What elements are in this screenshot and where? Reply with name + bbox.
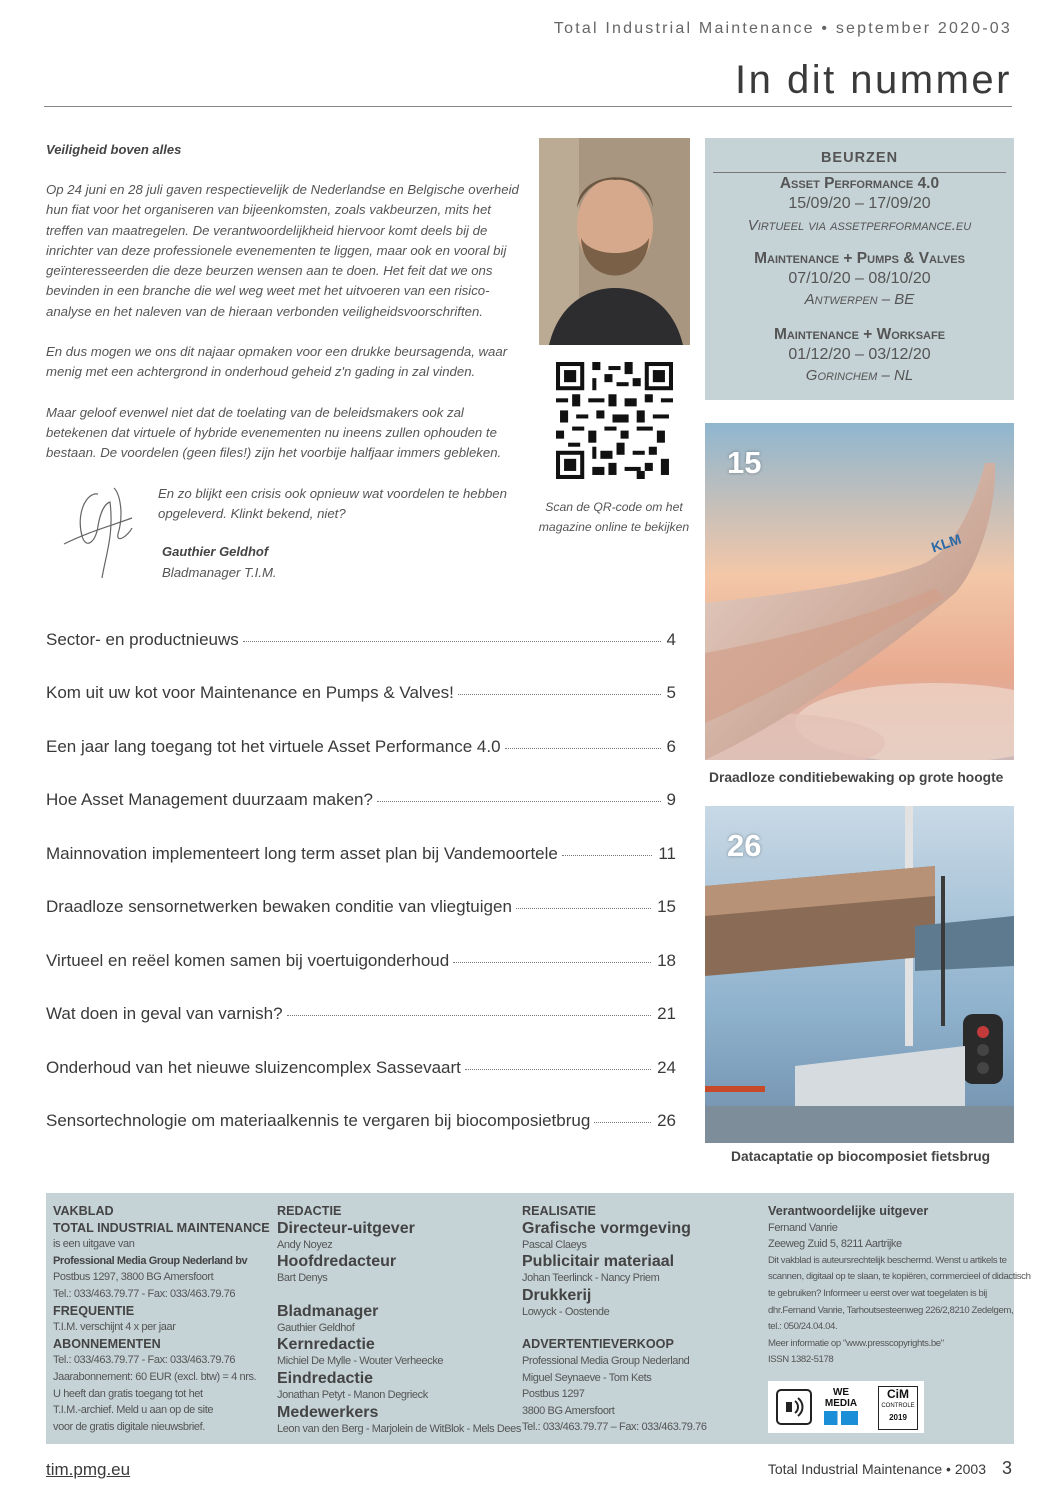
colophon-text: Postbus 1297 (522, 1388, 585, 1401)
toc-item[interactable] (46, 737, 676, 757)
colophon-column-publication (53, 1203, 270, 1435)
colophon-text: T.I.M.-archief. Meld u aan op de site (53, 1404, 214, 1417)
qr-caption: Scan de QR-code om het magazine online te bekijken (538, 500, 690, 534)
toc-page: 9 (666, 790, 676, 809)
colophon-text: Professional Media Group Nederland (522, 1354, 690, 1367)
toc-page: 6 (666, 737, 676, 756)
wemedia-logo-mark (824, 1411, 858, 1425)
toc-title: Mainnovation implementeert long term asset plan bij Vandemoortele (46, 844, 558, 863)
toc-page: 15 (657, 897, 676, 916)
signature-image (58, 474, 140, 582)
klm-logo: KLM (929, 530, 964, 556)
toc-page: 11 (658, 844, 676, 863)
editorial-heading: Veiligheid boven alles (46, 142, 182, 157)
feature-caption: Draadloze conditiebewaking op grote hoogte (709, 770, 1004, 785)
feature-caption: Datacaptatie op biocomposiet fietsbrug (731, 1149, 991, 1164)
beurzen-title: BEURZEN (820, 150, 899, 166)
header-issue-line: Total Industrial Maintenance • september 2020-03 (553, 20, 1012, 37)
colophon-heading: ADVERTENTIEVERKOOP (522, 1337, 674, 1352)
toc-leader (594, 1121, 651, 1123)
editorial-body (46, 180, 528, 484)
colophon-text: scannen, digitaal op te slaan, te kopiëren, commercieel of didactisch (768, 1271, 1031, 1283)
event-location: Antwerpen – BE (804, 291, 915, 308)
website-link[interactable]: tim.pmg.eu (46, 1460, 131, 1479)
toc-item[interactable] (46, 1111, 676, 1131)
toc-leader (458, 693, 661, 695)
colophon-spacer (522, 1320, 707, 1336)
colophon-text: Jonathan Petyt - Manon Degrieck (277, 1388, 428, 1401)
colophon-text: T.I.M. verschijnt 4 x per jaar (53, 1321, 176, 1334)
colophon-column-publisher (768, 1203, 1031, 1369)
toc-page: 26 (657, 1111, 676, 1130)
colophon-text: dhr.Fernand Vanrie, Tarhoutsesteenweg 226/2,8210 Zedelgem, (768, 1304, 1014, 1316)
colophon-role: Hoofdredacteur (277, 1253, 397, 1271)
event-name: Maintenance + Pumps & Valves (754, 250, 965, 267)
event-name: Maintenance + Worksafe (773, 326, 946, 343)
toc-leader (505, 747, 661, 749)
toc-leader (243, 640, 661, 642)
colophon-text: Meer informatie op "www.presscopyrights.be" (768, 1337, 944, 1349)
colophon-text: U heeft dan gratis toegang tot het (53, 1387, 203, 1400)
toc-page: 18 (657, 951, 676, 970)
editorial-paragraph: Maar geloof evenwel niet dat de toelating van de beleidsmakers ook zal betekenen dat virtuele of hybride evenementen nu ineens zullen ophouden te bestaan. De voordelen (geen files!) zijn het voorbije halfjaar immers gebleken. (46, 404, 502, 461)
editorial-paragraph: Op 24 juni en 28 juli gaven respectievelijk de Nederlandse en Belgische overheid hun fiat voor het organiseren van bijeenkomsten, zoals vakbeurzen, mits het treffen van maatregelen. De verantwoordelijkheid hiervoor komt deels bij de inrichter van deze professionele evenementen te liggen, maar ook en vooral bij geïnteresseerden die deze beurzen wensen aan te doen. Het feit dat we ons bevinden in een branche die wel weg weet met het uitvoeren van een risico-analyse en het naleven van de hieraan verbonden veiligheidsvoorschriften. (46, 182, 519, 319)
event-location: Virtueel via assetperformance.eu (747, 217, 972, 234)
author-photo (539, 138, 690, 345)
feature-image-aircraft-wing[interactable] (705, 423, 1014, 760)
beurzen-divider (713, 172, 1006, 173)
colophon-role: Drukkerij (522, 1286, 592, 1304)
colophon-text: Tel.: 033/463.79.77 - Fax: 033/463.79.76 (53, 1354, 236, 1367)
header-divider (44, 106, 1012, 107)
colophon-text: voor de gratis digitale nieuwsbrief. (53, 1420, 205, 1433)
toc-title: Kom uit uw kot voor Maintenance en Pumps & Valves! (46, 683, 454, 702)
wemedia-logo-line: WE (832, 1387, 850, 1398)
toc-leader (516, 907, 651, 909)
colophon-heading: REALISATIE (522, 1204, 596, 1218)
colophon-role: Eindredactie (277, 1369, 374, 1387)
colophon-text: Johan Teerlinck - Nancy Priem (522, 1272, 660, 1285)
toc-item[interactable] (46, 951, 676, 971)
colophon-text: Gauthier Geldhof (277, 1321, 355, 1334)
editorial-paragraph: En dus mogen we ons dit najaar opmaken voor een drukke beursagenda, waar menig met een achtergrond in onderhoud geheid z'n gading in zal vinden. (46, 344, 508, 380)
colophon-heading: FREQUENTIE (53, 1303, 135, 1318)
toc-page: 5 (666, 683, 676, 702)
colophon-heading: ABONNEMENTEN (53, 1336, 161, 1351)
colophon-text: Miguel Seynaeve - Tom Kets (522, 1371, 652, 1384)
feature-page-number: 26 (727, 828, 762, 863)
toc-title: Virtueel en reëel komen samen bij voertuigonderhoud (46, 951, 450, 970)
colophon-text: is een uitgave van (53, 1238, 135, 1251)
colophon-text: Dit vakblad is auteursrechtelijk beschermd. Wenst u artikels te (768, 1254, 1007, 1266)
colophon-text: Fernand Vanrie (768, 1221, 838, 1234)
colophon-text: Michiel De Mylle - Wouter Verheecke (277, 1355, 444, 1368)
toc-page: 24 (657, 1058, 676, 1077)
cim-logo-text: CiM (887, 1387, 909, 1401)
colophon-text: Zeeweg Zuid 5, 8211 Aartrijke (768, 1238, 902, 1251)
colophon-text: te gebruiken? Informeer u eerst over wat toegelaten is bij (768, 1287, 987, 1299)
toc-item[interactable] (46, 897, 676, 917)
toc-title: Hoe Asset Management duurzaam maken? (46, 790, 373, 809)
colophon-role: Grafische vormgeving (522, 1219, 691, 1237)
colophon-text: Andy Noyez (277, 1238, 333, 1251)
toc-title: Sensortechnologie om materiaalkennis te vergaren bij biocomposietbrug (46, 1111, 591, 1130)
toc-item[interactable] (46, 790, 676, 810)
author-name: Gauthier Geldhof (162, 544, 269, 559)
toc-item[interactable] (46, 844, 676, 864)
toc-leader (377, 800, 661, 802)
author-role: Bladmanager T.I.M. (162, 565, 277, 580)
colophon-heading: REDACTIE (277, 1204, 342, 1218)
event-location: Gorinchem – NL (805, 367, 914, 384)
toc-page: 4 (666, 630, 676, 649)
colophon-text: Tel.: 033/463.79.77 - Fax: 033/463.79.76 (53, 1287, 236, 1300)
colophon-text: Professional Media Group Nederland bv (53, 1254, 248, 1267)
colophon-role: Bladmanager (277, 1302, 379, 1320)
colophon-text: Lowyck - Oostende (522, 1305, 610, 1318)
toc-title: Een jaar lang toegang tot het virtuele Asset Performance 4.0 (46, 737, 501, 756)
toc-title: Draadloze sensornetwerken bewaken conditie van vliegtuigen (46, 897, 512, 916)
toc-title: Sector- en productnieuws (46, 630, 239, 649)
event-dates: 01/12/20 – 03/12/20 (788, 346, 931, 363)
toc-leader (453, 961, 651, 963)
colophon-text: Jaarabonnement: 60 EUR (excl. btw) = 4 nrs. (53, 1370, 257, 1383)
feature-image-bridge[interactable] (705, 806, 1014, 1143)
wemedia-logo-line: MEDIA (824, 1398, 858, 1409)
toc-leader (465, 1068, 651, 1070)
event-dates: 07/10/20 – 08/10/20 (788, 270, 931, 287)
toc-title: Wat doen in geval van varnish? (46, 1004, 283, 1023)
colophon-text: Leon van den Berg - Marjolein de WitBlok - Mels Dees (277, 1422, 521, 1435)
colophon-role: Publicitair materiaal (522, 1253, 675, 1271)
wemedia-logo (824, 1387, 858, 1425)
colophon-text: 3800 BG Amersfoort (522, 1404, 615, 1417)
colophon-column-redactie (277, 1203, 521, 1437)
cim-logo-text: CONTROLE (881, 1403, 915, 1409)
beurzen-box (705, 138, 1014, 400)
toc-leader (562, 854, 652, 856)
colophon-heading: TOTAL INDUSTRIAL MAINTENANCE (53, 1220, 270, 1235)
toc-item[interactable] (46, 1004, 676, 1024)
cim-logo-year: 2019 (889, 1413, 907, 1422)
page-title: In dit nummer (734, 58, 1012, 102)
colophon (46, 1193, 1031, 1444)
colophon-role: Kernredactie (277, 1336, 375, 1354)
colophon-text: Bart Denys (277, 1272, 328, 1285)
colophon-spacer (277, 1287, 521, 1303)
colophon-text: tel.: 050/24.04.04. (768, 1321, 838, 1333)
table-of-contents (46, 630, 676, 1140)
event-name: Asset Performance 4.0 (779, 175, 940, 192)
colophon-heading: Verantwoordelijke uitgever (768, 1204, 929, 1218)
qr-code[interactable] (556, 362, 673, 479)
colophon-text: ISSN 1382-5178 (768, 1354, 834, 1366)
colophon-text: Postbus 1297, 3800 BG Amersfoort (53, 1271, 214, 1284)
page-number: 3 (1001, 1458, 1012, 1478)
colophon-text: Pascal Claeys (522, 1238, 587, 1251)
press-copyrights-icon (776, 1389, 812, 1425)
colophon-text: Tel.: 033/463.79.77 – Fax: 033/463.79.76 (522, 1421, 707, 1434)
colophon-role: Medewerkers (277, 1403, 379, 1421)
toc-leader (287, 1014, 652, 1016)
colophon-role: Directeur-uitgever (277, 1219, 415, 1237)
editorial-closing: En zo blijkt een crisis ook opnieuw wat voordelen te hebben opgeleverd. Klinkt bekend, niet? (158, 486, 507, 522)
colophon-heading: VAKBLAD (53, 1204, 114, 1218)
toc-item[interactable] (46, 683, 676, 703)
toc-page: 21 (657, 1004, 676, 1023)
certification-logos (768, 1381, 924, 1433)
toc-title: Onderhoud van het nieuwe sluizencomplex Sassevaart (46, 1058, 461, 1077)
event-dates: 15/09/20 – 17/09/20 (788, 195, 931, 212)
toc-item[interactable] (46, 1058, 676, 1078)
feature-page-number: 15 (727, 445, 762, 480)
cim-controle-logo (878, 1386, 918, 1430)
colophon-column-realisatie (522, 1203, 707, 1436)
toc-item[interactable] (46, 630, 676, 650)
footer-magazine: Total Industrial Maintenance • 2003 (767, 1461, 986, 1477)
